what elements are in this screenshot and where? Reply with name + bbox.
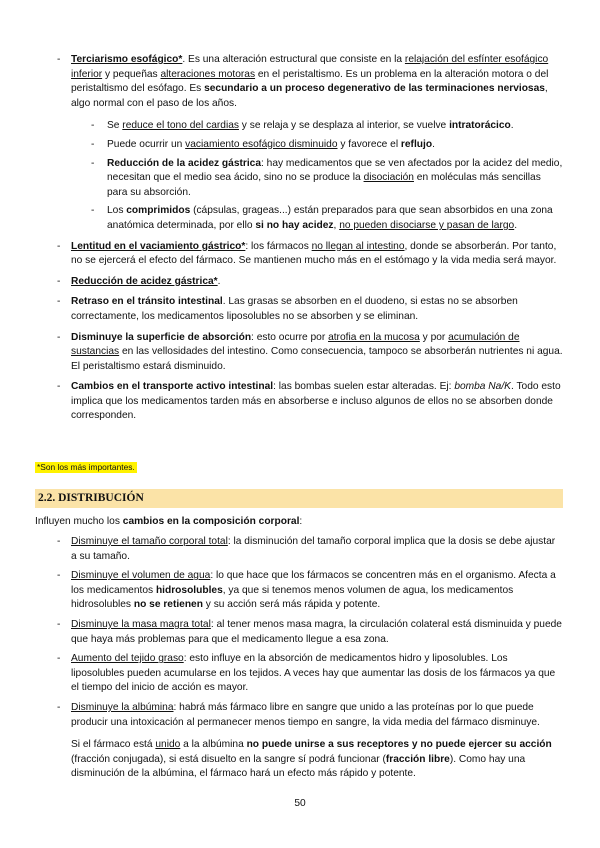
section-heading: 2.2. DISTRIBUCIÓN bbox=[35, 489, 563, 508]
bullet-list-distribution bbox=[57, 535, 563, 788]
list-item-volumen-agua: - Disminuye el volumen de agua: lo que hace que los fármacos se concentren más en el organismo. Afecta a los medicamentos hidrosolubles, ya que si tenemos menos volumen de agua, los medicamentos hidrosolubles no se retienen y su acción será más rápida y potente. bbox=[57, 569, 563, 613]
sub-list-terciarismo bbox=[91, 119, 563, 233]
list-item-tamano-corporal: - Disminuye el tamaño corporal total: la disminución del tamaño corporal implica que la dosis se debe ajustar a su tamaño. bbox=[57, 535, 563, 564]
list-item-transporte-activo: - Cambios en el transporte activo intestinal: las bombas suelen estar alteradas. Ej: bomba Na/K. Todo esto implica que los medicamentos tarden más en absorberse e incluso algunos de ellos no se absorben donde corresponden. bbox=[57, 380, 563, 424]
list-item-vaciamiento-gastrico: - Lentitud en el vaciamiento gástrico*: los fármacos no llegan al intestino, donde se absorberán. Por tanto, no se ejercerá el efecto del fármaco. Se mantienen mucho más en el estómago y la vida media será mayor. bbox=[57, 240, 563, 269]
page-number: 50 bbox=[294, 798, 306, 809]
important-note: *Son los más importantes. bbox=[37, 462, 135, 472]
sub-item-vaciamiento: - Puede ocurrir un vaciamiento esofágico disminuido y favorece el reflujo. bbox=[91, 138, 563, 153]
sub-item-acidez: - Reducción de la acidez gástrica: hay medicamentos que se ven afectados por la acidez del medio, necesitan que el medio sea ácido, sino no se produce la disociación en moléculas más sencillas para su absorción. bbox=[91, 157, 563, 201]
list-item-tejido-graso: - Aumento del tejido graso: esto influye en la absorción de medicamentos hidro y liposolubles. Los liposolubles pueden acumularse en los tejidos. A veces hay que aumentar las dosis de los fármacos ya que el tiempo del inicio de acción es mayor. bbox=[57, 652, 563, 696]
bullet-list-digestive-changes bbox=[57, 53, 563, 430]
sub-item-comprimidos: - Los comprimidos (cápsulas, grageas...) están preparados para que sean absorbidos en una zona anatómica determinada, por ello si no hay acidez, no pueden disociarse y pasan de largo. bbox=[91, 204, 563, 233]
list-item-masa-magra: - Disminuye la masa magra total: al tener menos masa magra, la circulación colateral está disminuida y puede que haya más problemas para que el medicamento llegue a esa zona. bbox=[57, 618, 563, 647]
sub-item-cardias: - Se reduce el tono del cardias y se relaja y se desplaza al interior, se vuelve intratorácico. bbox=[91, 119, 563, 134]
list-item-terciarismo: - Terciarismo esofágico*. Es una alteración estructural que consiste en la relajación del esfínter esofágico inferior y pequeñas alteraciones motoras en el peristaltismo. Es un problema en la alteración motora o del peristaltismo del esófago. Es secundario a un proceso degenerativo de las terminaciones nerviosas, algo normal con el paso de los años. - Se reduce el tono del cardias y se relaja y se desplaza al interior, se vuelve intratorácico. - Puede ocurrir un vaciamiento esofágico disminuido y favorece el reflujo. - Reducción de la acidez gástrica: hay medicamentos que se ven afectados por la acidez del medio, necesitan que el medio sea ácido, sino no se produce la disociación en moléculas más sencillas para su absorción. - Los comprimidos (cápsulas, grageas...) están preparados para que sean absorbidos en una zona anatómica determinada, por ello si no hay acidez, no pueden disociarse y pasan de largo. bbox=[57, 53, 563, 234]
list-item-transito-intestinal: - Retraso en el tránsito intestinal. Las grasas se absorben en el duodeno, si estas no se absorben correctamente, los medicamentos liposolubles no se absorben y se eliminan. bbox=[57, 295, 563, 324]
list-item-albumina: - Disminuye la albúmina: habrá más fármaco libre en sangre que unido a las proteínas por lo que puede producir una intoxicación al permanecer menos tiempo en sangre, la vida media del fármaco disminuye. Si el fármaco está unido a la albúmina no puede unirse a sus receptores y no puede ejercer su acción (fracción conjugada), si está disuelto en la sangre sí podrá funcionar (fracción libre). Como hay una disminución de la albúmina, el fármaco hará un efecto más rápido y potente. bbox=[57, 701, 563, 782]
intro-paragraph: Influyen mucho los cambios en la composición corporal: bbox=[35, 516, 303, 527]
list-item-superficie-absorcion: - Disminuye la superficie de absorción: esto ocurre por atrofia en la mucosa y por acumulación de sustancias en las vellosidades del intestino. Como consecuencia, tampoco se absorberán nutrientes ni agua. El peristaltismo estará disminuido. bbox=[57, 331, 563, 375]
term-terciarismo: Terciarismo esofágico* bbox=[71, 54, 183, 65]
list-item-acidez-gastrica: - Reducción de acidez gástrica*. bbox=[57, 275, 563, 290]
albumina-paragraph: Si el fármaco está unido a la albúmina no puede unirse a sus receptores y no puede ejercer su acción (fracción conjugada), si está disuelto en la sangre sí podrá funcionar (fracción libre). Como hay una disminución de la albúmina, el fármaco hará un efecto más rápido y potente. bbox=[71, 739, 552, 780]
